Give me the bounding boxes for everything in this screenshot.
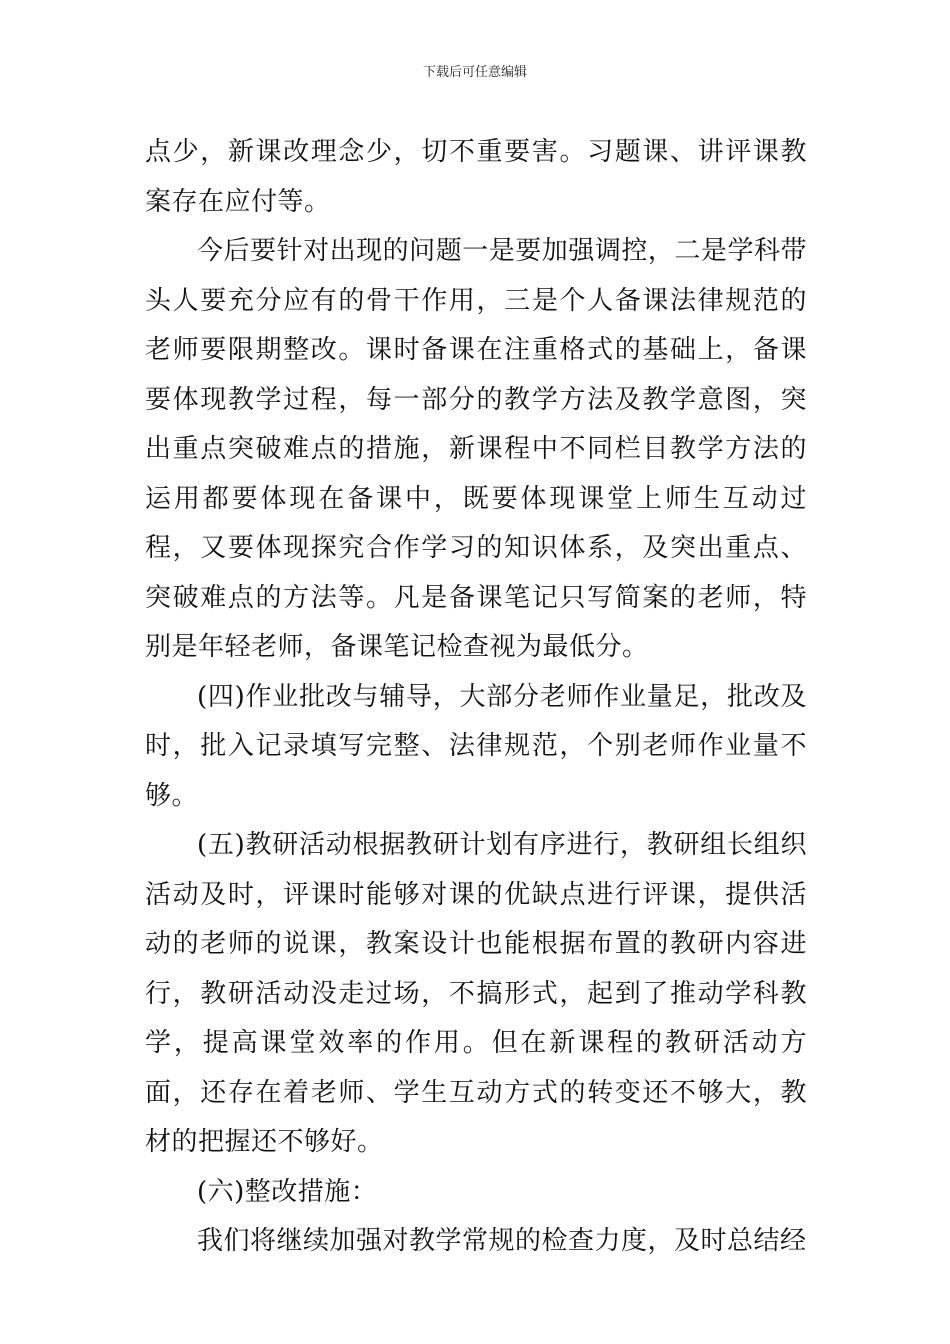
paragraph: (五)教研活动根据教研计划有序进行，教研组长组织活动及时，评课时能够对课的优缺点进行评课，提供活动的老师的说课，教案设计也能根据布置的教研内容进行，教研活动没走过场，不搞形式，起到了推动学科教学，提高课堂效率的作用。但在新课程的教研活动方面，还存在着老师、学生互动方式的转变还不够大，教材的把握还不够好。 (145, 830, 807, 1157)
paragraph: 今后要针对出现的问题一是要加强调控，二是学科带头人要充分应有的骨干作用，三是个人备课法律规范的老师要限期整改。课时备课在注重格式的基础上，备课要体现教学过程，每一部分的教学方法及教学意图，突出重点突破难点的措施，新课程中不同栏目教学方法的运用都要体现在备课中，既要体现课堂上师生互动过程，又要体现探究合作学习的知识体系，及突出重点、突破难点的方法等。凡是备课笔记只写简案的老师，特别是年轻老师，备课笔记检查视为最低分。 (145, 236, 807, 662)
page-header: 下载后可任意编辑 (422, 65, 527, 80)
paragraph: (四)作业批改与辅导，大部分老师作业量足，批改及时，批入记录填写完整、法律规范，个别老师作业量不够。 (145, 681, 807, 811)
paragraph: (六)整改措施： (197, 1176, 378, 1207)
paragraph: 点少，新课改理念少，切不重要害。习题课、讲评课教案存在应付等。 (145, 137, 807, 217)
document-body (145, 128, 807, 1267)
paragraph: 我们将继续加强对教学常规的检查力度，及时总结经 (197, 1226, 807, 1256)
